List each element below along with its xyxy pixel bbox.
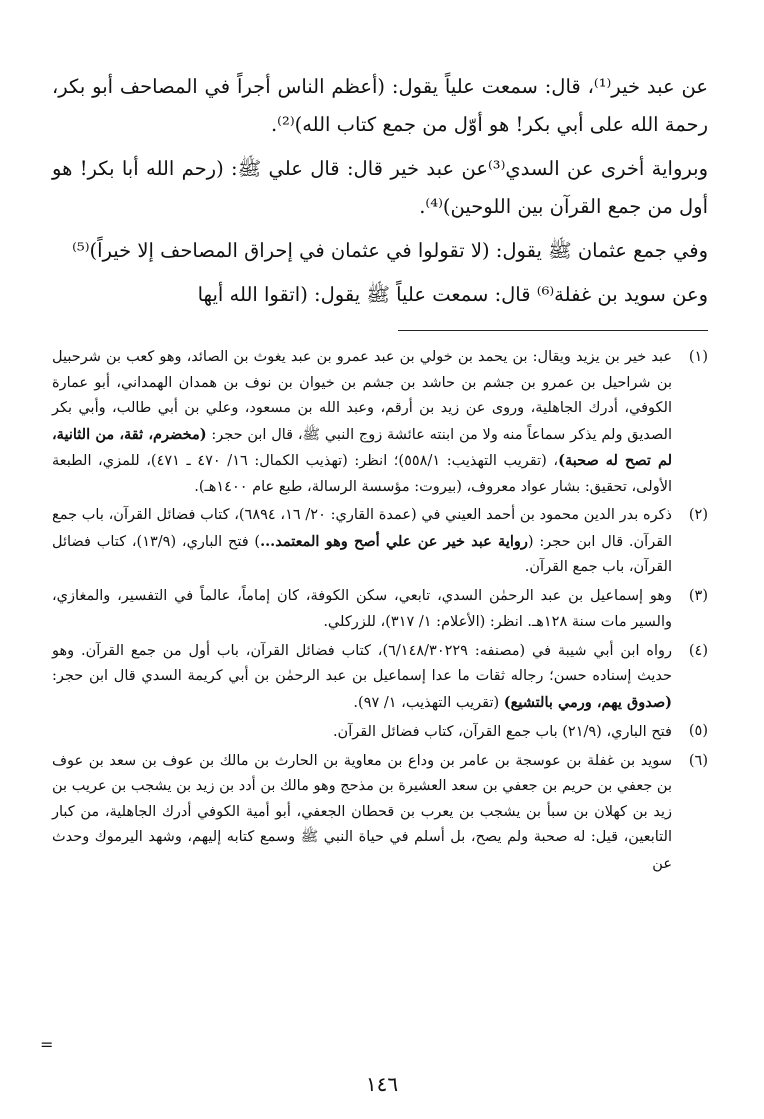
footnote-text xyxy=(52,749,672,878)
footnote-text xyxy=(52,639,672,717)
footnote-text xyxy=(52,719,672,746)
footnote-number: (٣) xyxy=(688,587,708,604)
footnote-text-part: فتح الباري، (٢١/٩) باب جمع القرآن، كتاب فضائل القرآن. xyxy=(332,724,672,740)
paragraph-1: عن عبد خير⁽¹⁾، قال: سمعت علياً يقول: (أعظم الناس أجراً في المصاحف أبو بكر، رحمة الله على أبي بكر! هو أوّل من جمع كتاب الله)⁽²⁾. xyxy=(52,75,708,136)
footnote-number: (٤) xyxy=(688,642,708,659)
footnote-text-part: وهو إسماعيل بن عبد الرحمٰن السدي، تابعي، سكن الكوفة، كان إماماً، عالماً في التفسير، والمغازي، والسير مات سنة ١٢٨هـ. انظر: (الأعلام: ١/ ٣١٧)، للزركلي. xyxy=(52,587,672,630)
paragraph-3: وفي جمع عثمان ﷺ يقول: (لا تقولوا في عثمان في إحراق المصاحف إلا خيراً)⁽⁵⁾ xyxy=(72,239,708,262)
footnote-text-part: رواه ابن أبي شيبة في (مصنفه: ٦/١٤٨/٣٠٢٢٩)، كتاب فضائل القرآن، باب أول من جمع القرآن. وهو حديث إسناده حسن؛ رجاله ثقات ما عدا إسماعيل بن عبد الرحمٰن بن أبي كريمة السدي قال ابن حجر: xyxy=(52,642,672,684)
footnote-text-part: ) فتح الباري، (١٣/٩)، كتاب فضائل القرآن، باب جمع القرآن. xyxy=(52,533,672,575)
footnote-item xyxy=(52,584,708,636)
paragraph-4: وعن سويد بن غفلة⁽⁶⁾ قال: سمعت علياً ﷺ يقول: (اتقوا الله أيها xyxy=(197,283,708,306)
footnote-number: (٥) xyxy=(688,723,708,739)
footnote-text-part: ذكره بدر الدين محمود بن أحمد العيني في (عمدة القاري: ٢٠/ ١٦، ٦٨٩٤)، كتاب فضائل القرآن، باب جمع القرآن. قال ابن حجر: ( xyxy=(52,507,672,550)
footnote-bold-part: (مخضرم، ثقة، من الثانية، لم تصح له صحبة) xyxy=(52,425,673,469)
page-number: ١٤٦ xyxy=(365,1072,399,1096)
footnote-item xyxy=(52,719,708,746)
footnote-separator xyxy=(398,330,708,331)
continuation-marker: = xyxy=(40,1035,54,1054)
paragraph-2: وبرواية أخرى عن السدي⁽³⁾عن عبد خير قال: قال علي ﷺ: (رحم الله أبا بكر! هو أول من جمع القرآن بين اللوحين)⁽⁴⁾. xyxy=(52,157,708,218)
footnote-item xyxy=(52,345,708,500)
footnote-text-part: سويد بن غفلة بن عوسجة بن عامر بن وداع بن معاوية بن الحارث بن مالك بن عوف بن سعد بن عوف بن جعفي بن حريم بن جعفي بن سعد العشيرة بن مذحج وهو مالك بن أدد بن زيد بن يشجب بن عريب بن زيد بن كهلان بن سبأ بن يشجب بن يعرب بن قحطان الجعفي، أبو أمية الكوفي أدرك الجاهلية، من كبار التابعين، قيل: له صحبة ولم يصح، بل أسلم في حياة النبي ﷺ وسمع كتابه إليهم، وشهد اليرموك وحدث عن xyxy=(52,752,672,872)
footnote-text xyxy=(52,345,672,500)
main-text xyxy=(52,68,708,314)
footnote-item xyxy=(52,749,708,878)
footnote-text-part: (تقريب التهذيب، ١/ ٩٧). xyxy=(353,694,504,711)
footnote-number: (٢) xyxy=(688,507,708,523)
footnote-bold-part: رواية عبد خير عن علي أصح وهو المعتمد... xyxy=(260,532,528,550)
footnote-number: (٦) xyxy=(688,752,708,769)
footnote-item xyxy=(52,639,708,717)
footnote-bold-part: (صدوق يهم، ورمي بالتشيع) xyxy=(503,693,672,711)
footnote-text-part: عبد خير بن يزيد ويقال: بن يحمد بن خولي بن عبد عمرو بن عبد يغوث بن الصائد، وهو كعب بن شرحبيل بن شراحيل بن عمرو بن جشم بن حاشد بن جشم بن خيوان بن نوف بن همدان الهمداني، أبو عمارة الكوفي، أدرك الجاهلية، وروى عن زيد بن أرقم، وعبد الله بن مسعود، وعلي بن أبي طالب، وأبي بكر الصديق ولم يذكر سماعاً منه ولا من ابنته عائشة زوج النبي ﷺ، قال ابن حجر: xyxy=(52,349,672,443)
footnote-item xyxy=(52,503,708,581)
footnote-text xyxy=(52,584,672,636)
footnote-text xyxy=(52,503,672,581)
footnote-number: (١) xyxy=(688,349,708,365)
footnotes xyxy=(52,345,708,877)
footnote-text-part: ، (تقريب التهذيب: ٥٥٨/١)؛ انظر: (تهذيب الكمال: ١٦/ ٤٧٠ ـ ٤٧١)، للمزي، الطبعة الأولى، تحقيق: بشار عواد معروف، (بيروت: مؤسسة الرسالة، طبع عام ١٤٠٠هـ). xyxy=(52,453,672,495)
